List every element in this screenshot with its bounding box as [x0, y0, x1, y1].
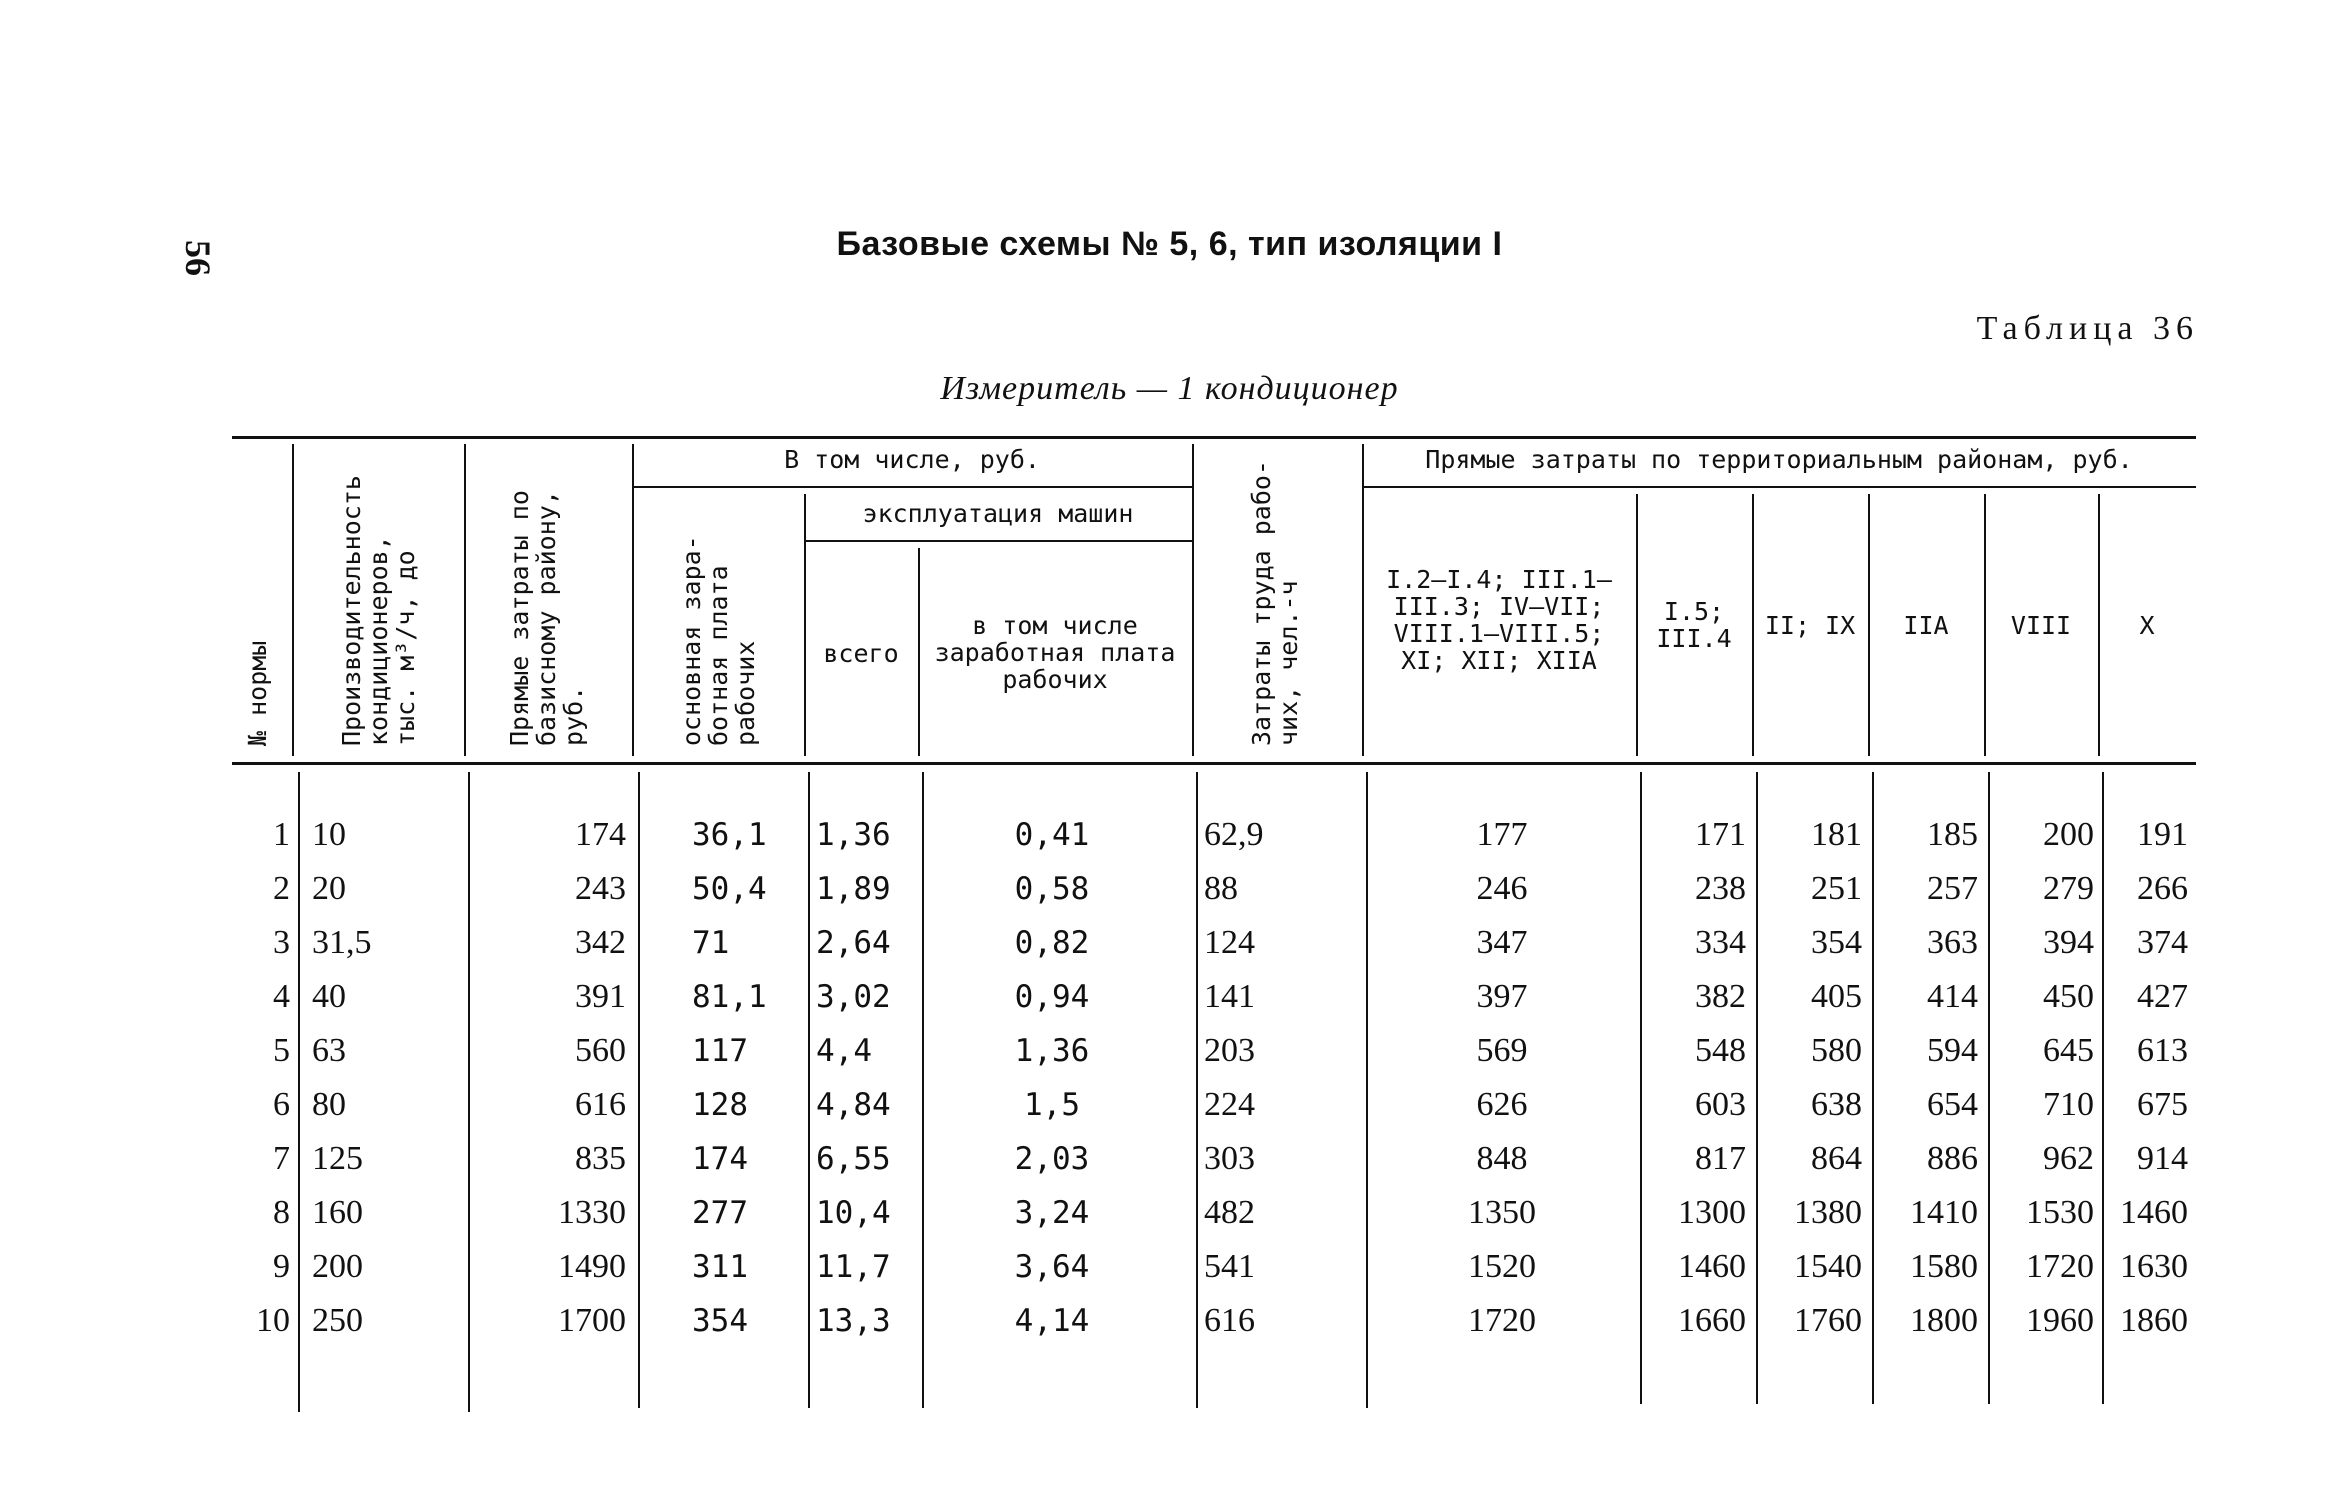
col-divider	[1366, 772, 1368, 1408]
table-cell: 1660	[1678, 1302, 1746, 1339]
norm-number-cell: 8	[273, 1194, 290, 1231]
header-machine-operation: эксплуатация машин	[862, 499, 1134, 528]
table-cell: 710	[2043, 1086, 2094, 1123]
table-label: Таблица 36	[1976, 310, 2199, 347]
table-cell: 191	[2137, 816, 2188, 853]
table-cell: 250	[312, 1302, 363, 1339]
norm-number-cell: 7	[273, 1140, 290, 1177]
table-cell: 1460	[1678, 1248, 1746, 1285]
table-cell: 80	[312, 1086, 346, 1123]
table-cell: 257	[1927, 870, 1978, 907]
table-cell: 63	[312, 1032, 346, 1069]
header-region: II; IX	[1764, 611, 1856, 640]
table-cell: 4,4	[816, 1033, 872, 1069]
table-cell: 13,3	[816, 1303, 891, 1339]
unit-caption: Измеритель — 1 кондиционер	[940, 370, 1399, 407]
table-cell: 238	[1695, 870, 1746, 907]
table-cell: 171	[1695, 816, 1746, 853]
table-cell: 177	[1476, 816, 1528, 853]
header-machine-total: всего	[823, 639, 899, 668]
table-cell: 886	[1927, 1140, 1978, 1177]
header-including: В том числе, руб.	[784, 445, 1040, 474]
header-region: IIA	[1903, 611, 1949, 640]
table-cell: 569	[1476, 1032, 1528, 1069]
table-cell: 141	[1204, 978, 1255, 1015]
table-cell: 0,82	[1014, 925, 1090, 961]
table-cell: 1,36	[816, 817, 891, 853]
table-cell: 31,5	[312, 924, 372, 961]
col-divider	[298, 772, 300, 1412]
table-cell: 347	[1476, 924, 1528, 961]
table-cell: 128	[692, 1087, 748, 1123]
col-divider	[1192, 444, 1194, 756]
table-cell: 626	[1476, 1086, 1528, 1123]
table-cell: 374	[2137, 924, 2188, 961]
norm-number-cell: 6	[273, 1086, 290, 1123]
header-territorial: Прямые затраты по территориальным районам, руб.	[1425, 445, 2133, 474]
col-divider	[808, 772, 810, 1408]
header-bottom-rule	[232, 762, 2196, 765]
col-divider	[632, 444, 634, 756]
header-labor: Затраты труда рабо- чих, чел.-ч	[1247, 460, 1303, 746]
table-cell: 1630	[2120, 1248, 2188, 1285]
table-cell: 4,84	[816, 1087, 891, 1123]
table-cell: 1960	[2026, 1302, 2094, 1339]
territorial-underline	[1362, 486, 2196, 488]
table-cell: 645	[2043, 1032, 2094, 1069]
table-cell: 427	[2137, 978, 2188, 1015]
col-divider	[464, 444, 466, 756]
table-cell: 342	[575, 924, 626, 961]
table-cell: 11,7	[816, 1249, 891, 1285]
table-cell: 3,24	[1014, 1195, 1090, 1231]
header-region: X	[2139, 611, 2155, 640]
table-cell: 548	[1695, 1032, 1746, 1069]
table-top-rule	[232, 436, 2196, 439]
table-cell: 279	[2043, 870, 2094, 907]
col-divider	[804, 494, 806, 756]
table-cell: 125	[312, 1140, 363, 1177]
table-cell: 1330	[558, 1194, 626, 1231]
table-cell: 638	[1811, 1086, 1862, 1123]
table-cell: 2,03	[1014, 1141, 1090, 1177]
table-cell: 20	[312, 870, 346, 907]
table-cell: 1460	[2120, 1194, 2188, 1231]
table-cell: 4,14	[1014, 1303, 1090, 1339]
table-cell: 181	[1811, 816, 1862, 853]
table-cell: 185	[1927, 816, 1978, 853]
table-cell: 71	[692, 925, 730, 961]
table-cell: 835	[575, 1140, 626, 1177]
norm-number-cell: 3	[273, 924, 290, 961]
table-cell: 81,1	[692, 979, 767, 1015]
table-cell: 200	[312, 1248, 363, 1285]
table-cell: 62,9	[1204, 816, 1264, 853]
table-cell: 914	[2137, 1140, 2188, 1177]
table-cell: 88	[1204, 870, 1238, 907]
page-number: 56	[178, 240, 218, 276]
table-cell: 277	[692, 1195, 748, 1231]
table-cell: 613	[2137, 1032, 2188, 1069]
col-divider	[292, 444, 294, 756]
table-cell: 246	[1476, 870, 1528, 907]
machines-underline	[804, 540, 1192, 542]
table-cell: 864	[1811, 1140, 1862, 1177]
table-cell: 10	[312, 816, 346, 853]
table-cell: 1720	[1468, 1302, 1536, 1339]
table-cell: 10,4	[816, 1195, 891, 1231]
table-cell: 363	[1927, 924, 1978, 961]
table-cell: 580	[1811, 1032, 1862, 1069]
table-cell: 117	[692, 1033, 748, 1069]
table-cell: 266	[2137, 870, 2188, 907]
table-cell: 450	[2043, 978, 2094, 1015]
table-cell: 36,1	[692, 817, 767, 853]
col-divider	[638, 772, 640, 1408]
table-cell: 1760	[1794, 1302, 1862, 1339]
table-cell: 124	[1204, 924, 1255, 961]
table-cell: 2,64	[816, 925, 891, 961]
table-cell: 1300	[1678, 1194, 1746, 1231]
table-cell: 1530	[2026, 1194, 2094, 1231]
table-cell: 1,89	[816, 871, 891, 907]
table-cell: 394	[2043, 924, 2094, 961]
table-cell: 251	[1811, 870, 1862, 907]
header-norm-no: № нормы	[243, 640, 272, 746]
table-cell: 1520	[1468, 1248, 1536, 1285]
table-cell: 603	[1695, 1086, 1746, 1123]
table-cell: 1,5	[1024, 1087, 1080, 1123]
col-divider	[922, 772, 924, 1408]
table-cell: 50,4	[692, 871, 767, 907]
header-capacity: Производительность кондиционеров, тыс. м³/ч, до	[337, 475, 420, 746]
table-cell: 3,64	[1014, 1249, 1090, 1285]
table-cell: 391	[575, 978, 626, 1015]
table-cell: 303	[1204, 1140, 1255, 1177]
table-cell: 6,55	[816, 1141, 891, 1177]
table-cell: 354	[692, 1303, 748, 1339]
table-cell: 334	[1695, 924, 1746, 961]
table-cell: 962	[2043, 1140, 2094, 1177]
table-cell: 1580	[1910, 1248, 1978, 1285]
norm-number-cell: 10	[256, 1302, 290, 1339]
header-base-wage: основная зара- ботная плата рабочих	[677, 535, 760, 746]
table-cell: 541	[1204, 1248, 1255, 1285]
header-region: VIII	[2010, 611, 2072, 640]
table-cell: 382	[1695, 978, 1746, 1015]
table-cell: 160	[312, 1194, 363, 1231]
col-divider	[1196, 772, 1198, 1408]
header-machine-wage: в том числе заработная плата рабочих	[934, 611, 1176, 694]
norm-number-cell: 9	[273, 1248, 290, 1285]
header-region: I.5; III.4	[1656, 597, 1732, 653]
table-cell: 3,02	[816, 979, 891, 1015]
page-title: Базовые схемы № 5, 6, тип изоляции I	[836, 225, 1503, 263]
table-cell: 1800	[1910, 1302, 1978, 1339]
table-cell: 311	[692, 1249, 748, 1285]
table-cell: 174	[692, 1141, 748, 1177]
norm-number-cell: 5	[273, 1032, 290, 1069]
table-cell: 817	[1695, 1140, 1746, 1177]
table-cell: 200	[2043, 816, 2094, 853]
table-cell: 1490	[558, 1248, 626, 1285]
table-cell: 1860	[2120, 1302, 2188, 1339]
table-cell: 405	[1811, 978, 1862, 1015]
norm-number-cell: 1	[273, 816, 290, 853]
table-cell: 1,36	[1014, 1033, 1090, 1069]
col-divider	[468, 772, 470, 1412]
header-region: I.2—I.4; III.1— III.3; IV—VII; VIII.1—VIII.5; XI; XII; XIIA	[1386, 565, 1612, 675]
table-cell: 675	[2137, 1086, 2188, 1123]
table-cell: 1720	[2026, 1248, 2094, 1285]
table-cell: 40	[312, 978, 346, 1015]
table-cell: 397	[1476, 978, 1528, 1015]
table-cell: 482	[1204, 1194, 1255, 1231]
table-cell: 654	[1927, 1086, 1978, 1123]
norm-number-cell: 2	[273, 870, 290, 907]
table-cell: 224	[1204, 1086, 1255, 1123]
header-direct-costs-base: Прямые затраты по базисному району, руб.	[505, 490, 588, 746]
table-cell: 560	[575, 1032, 626, 1069]
table-cell: 354	[1811, 924, 1862, 961]
table-cell: 1540	[1794, 1248, 1862, 1285]
table-cell: 1410	[1910, 1194, 1978, 1231]
table-cell: 594	[1927, 1032, 1978, 1069]
table-cell: 616	[575, 1086, 626, 1123]
table-cell: 243	[575, 870, 626, 907]
table-cell: 1380	[1794, 1194, 1862, 1231]
table-cell: 414	[1927, 978, 1978, 1015]
table-cell: 616	[1204, 1302, 1255, 1339]
table-cell: 0,94	[1014, 979, 1090, 1015]
norm-number-cell: 4	[273, 978, 290, 1015]
including-underline	[632, 486, 1192, 488]
table-cell: 0,58	[1014, 871, 1090, 907]
table-cell: 1700	[558, 1302, 626, 1339]
table-cell: 174	[575, 816, 626, 853]
table-cell: 848	[1476, 1140, 1528, 1177]
table-cell: 0,41	[1014, 817, 1090, 853]
table-cell: 203	[1204, 1032, 1255, 1069]
table-cell: 1350	[1468, 1194, 1536, 1231]
